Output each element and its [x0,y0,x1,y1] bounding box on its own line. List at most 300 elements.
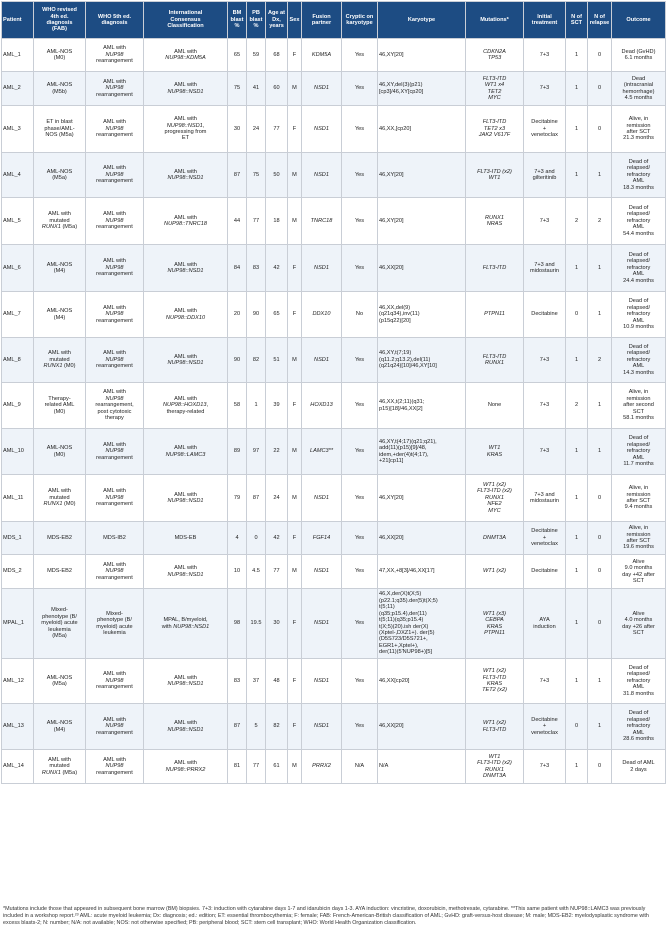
who5-line: phenotype (B/ [97,617,132,624]
cell-karyotype [378,555,466,589]
header-row [2,2,666,39]
who4-line: mutated [49,217,70,224]
sct-value: 1 [574,51,579,58]
relapse-value: 0 [597,125,602,132]
outcome-line: day +26 after [622,623,655,630]
header-line: N of [571,13,582,20]
cryptic-value: Yes [354,125,365,132]
cryptic-value: Yes [354,171,365,178]
cell-sct [566,383,588,429]
pb-value: 37 [252,677,260,684]
age-value: 24 [273,494,280,501]
outcome-line: Dead (GvHD) [621,48,656,55]
outcome-line: Alive, in [628,525,649,532]
cell-fusion [302,153,342,198]
patient-value: AML_4 [3,171,21,178]
cell-sex [288,383,302,429]
header-line: Classification [167,23,204,30]
mutations-line: JAK2 V617F [478,132,511,139]
outcome-line: AML [632,178,645,185]
text-run: RUNX1 [43,501,63,508]
cell-pb [247,153,266,198]
cell-karyotype [378,153,466,198]
who5-line: rearrangement [96,363,133,370]
who5-line: AML with [103,211,126,218]
age-value: 48 [273,677,280,684]
cell-mutations [466,153,524,198]
cryptic-value: Yes [354,217,365,224]
treatment-line: 7+3 and [534,261,555,268]
cell-relapse [588,245,612,292]
pb-value: 41 [252,85,260,92]
fusion-value: NSD1 [314,125,329,132]
outcome-line: Dead [631,75,646,82]
pb-value: 59 [252,51,260,58]
header-age [266,2,288,39]
relapse-value: 1 [597,171,602,178]
cell-fusion [302,383,342,429]
cell-sex [288,153,302,198]
outcome-line: refractory [626,171,651,178]
outcome-line: refractory [626,723,651,730]
cell-icc [144,429,228,475]
cell-treatment [524,555,566,589]
pb-value: 1 [254,402,258,409]
cell-bm [228,153,247,198]
mutations-line: WT1 [488,175,501,181]
cell-pb [247,704,266,750]
outcome-line: 4.5 months [624,94,653,101]
pb-value: 24 [252,125,260,132]
sex-value: F [292,723,297,730]
text-run: , [206,402,209,409]
cell-relapse [588,106,612,153]
age-value: 42 [273,264,280,271]
who4-line: (M5a) [52,175,67,181]
bm-value: 75 [233,85,241,92]
cell-age [266,383,288,429]
cell-sex [288,338,302,383]
cell-treatment [524,659,566,704]
mutations-line: FLT3-ITD (x2) [477,760,512,767]
treatment-line: Decitabine [531,528,558,535]
cell-pb [247,292,266,338]
who4-line: ET in blast [46,119,73,126]
who4-line: mutated [49,356,70,363]
cell-treatment [524,338,566,383]
sex-value: M [292,763,297,770]
cell-treatment [524,106,566,153]
pb-value: 0 [254,534,258,541]
sex-value: M [292,448,297,455]
text-run: NUP98 [105,311,124,318]
header-who4 [34,2,86,39]
sct-value: 0 [574,723,579,730]
text-run: NUP98::PRRX2 [165,766,206,773]
who4-line: Therapy- [48,395,71,402]
who5-line: rearrangement [96,271,133,278]
who4-line: leukemia [48,626,71,633]
who5-line: AML with [103,304,126,311]
cell-mutations [466,555,524,589]
cell-cryptic [342,292,378,338]
cell-bm [228,383,247,429]
karyotype-line: 46,XX,[cp20] [379,125,412,132]
bm-value: 58 [233,402,241,409]
icc-line: AML with [174,491,197,498]
cell-age [266,589,288,659]
cell-sex [288,429,302,475]
bm-value: 79 [233,494,241,501]
sct-value: 2 [574,217,579,224]
icc-line: AML with [174,214,197,221]
sct-value: 1 [574,264,579,271]
cell-treatment [524,72,566,106]
who5-line: AML with [103,350,126,357]
text-run: NUP98 [105,395,124,402]
header-line: WHO 5th ed. [97,13,132,20]
who5-line: rearrangement [96,317,133,324]
who5-line: rearrangement [96,729,133,736]
cell-age [266,338,288,383]
patient-value: AML_9 [3,402,21,409]
icc-line: AML with [174,353,197,360]
text-run: NUP98 [105,264,124,271]
outcome-line: Dead of [628,435,649,442]
cell-patient [2,750,34,784]
karyotype-line: 46,XY[20] [379,494,404,501]
cell-cryptic [342,750,378,784]
cell-fusion [302,198,342,245]
cell-fusion [302,106,342,153]
mutations-line: DNMT3A [483,534,506,541]
mutations-line: WT1 x4 [484,82,505,89]
cell-age [266,153,288,198]
cell-mutations [466,475,524,522]
cell-who4 [34,429,86,475]
outcome-line: AML [632,684,645,691]
outcome-line: 18.3 months [623,184,654,191]
header-bm [228,2,247,39]
text-run: NUP98 [105,51,124,58]
icc-line: therapy-related [166,408,205,415]
cell-icc [144,555,228,589]
cell-relapse [588,292,612,338]
treatment-line: 7+3 [539,51,550,58]
icc-line: AML with [174,82,197,89]
treatment-line: venetoclax [531,541,558,548]
treatment-line: venetoclax [531,729,558,736]
relapse-value: 0 [597,763,602,770]
header-line: Cryptic on [345,13,374,20]
karyotype-line: (q11.2;q13.2),del(11) [379,356,431,363]
outcome-line: Alive, in [628,116,649,123]
who4-line: AML-NOS [46,445,73,452]
icc-line: MPAL, B/myeloid, [163,617,208,624]
table-row [2,153,666,198]
cell-pb [247,750,266,784]
outcome-line: Alive, in [628,485,649,492]
text-run: (M5a) [60,224,78,231]
outcome-line: 58.1 months [623,415,654,422]
cell-karyotype [378,292,466,338]
outcome-line: after SCT [626,498,651,504]
outcome-line: Dead of [628,298,649,305]
header-line: % [253,23,259,30]
who4-line: AML-NOS [46,674,73,681]
cell-who5 [86,704,144,750]
outcome-line: relapsed/ [626,441,650,448]
cryptic-value: Yes [354,723,365,730]
outcome-line: refractory [626,311,651,318]
outcome-line: relapsed/ [626,350,650,357]
cell-patient [2,153,34,198]
age-value: 65 [273,311,280,318]
who5-line: AML with [103,441,126,448]
icc-line [145,624,226,630]
fusion-value: LAMC3** [309,448,333,455]
fusion-value: KDM5A [311,51,332,58]
cryptic-value: Yes [354,51,365,58]
bm-value: 44 [233,217,241,224]
outcome-line: relapsed/ [626,165,650,172]
who4-line: myeloid) acute [41,620,78,627]
who5-line: AML with [103,561,126,568]
cell-cryptic [342,659,378,704]
header-relapse [588,2,612,39]
treatment-line: 7+3 [539,85,550,92]
cell-age [266,475,288,522]
age-value: 68 [273,51,280,58]
karyotype-line: t(X;5)(20).ish der(X) [379,623,429,630]
cell-icc [144,292,228,338]
who4-line: Mixed- [51,607,68,614]
fusion-value: TNRC18 [310,217,333,224]
icc-line: progressing from [164,129,207,135]
cell-bm [228,106,247,153]
treatment-line: + [542,534,547,541]
cell-who4 [34,198,86,245]
outcome-line: after second [623,402,654,409]
header-line: Mutations* [480,16,509,23]
cell-fusion [302,72,342,106]
cell-sct [566,153,588,198]
outcome-line: (intracranial [623,82,654,89]
cell-who4 [34,589,86,659]
treatment-line: midostaurin [530,498,559,504]
text-run: NUP98::NSD1 [167,681,204,687]
cell-outcome [612,106,666,153]
header-line: Fusion [312,13,331,20]
text-run: NUP98 [105,723,124,730]
bm-value: 81 [233,763,241,770]
outcome-line: SCT [632,629,645,636]
mutations-line: PTPN11 [484,311,505,318]
patient-value: MDS_2 [3,568,22,575]
cell-treatment [524,383,566,429]
who5-line: AML with [103,119,126,126]
sex-value: M [292,85,297,92]
karyotype-line: t(5;11) [379,604,395,611]
cell-outcome [612,750,666,784]
icc-line [145,55,226,61]
relapse-value: 1 [597,402,602,409]
who5-line: AML with [103,165,126,172]
cell-cryptic [342,589,378,659]
cell-sex [288,198,302,245]
outcome-line: 31.8 months [623,690,654,697]
text-run: (M0) [62,501,76,508]
cell-pb [247,338,266,383]
mutations-line: FLT3-ITD [482,353,507,360]
cell-sex [288,39,302,72]
cell-who5 [86,522,144,555]
text-run: NUP98 [105,763,124,770]
sct-value: 1 [574,356,579,363]
pb-value: 83 [252,264,260,271]
fusion-value: NSD1 [314,620,329,627]
cell-karyotype [378,475,466,522]
text-run: NUP98::LAMC3 [165,451,206,458]
cell-age [266,429,288,475]
treatment-line: AYA [539,617,550,624]
treatment-line: gilteritinib [532,175,557,181]
relapse-value: 1 [597,448,602,455]
patient-value: AML_1 [3,51,21,58]
karyotype-line: 46,XX,t(2;11)(q31; [379,399,425,406]
cell-fusion [302,522,342,555]
fusion-value: NSD1 [314,677,329,684]
mutations-line: RUNX1 [485,766,504,773]
cell-outcome [612,429,666,475]
outcome-line: 28.6 months [623,736,654,743]
cell-relapse [588,338,612,383]
cell-outcome [612,704,666,750]
treatment-line: 7+3 and [534,491,555,498]
table-row [2,475,666,522]
fusion-value: NSD1 [314,264,329,271]
header-line: Sex [289,16,300,23]
who5-line: AML with [103,716,126,723]
treatment-line: 7+3 [539,217,550,224]
cell-fusion [302,475,342,522]
cell-sct [566,555,588,589]
header-line: International [168,10,203,17]
who5-line: leukemia [103,629,126,636]
text-run: NUP98 [105,85,124,92]
sct-value: 1 [574,620,579,627]
bm-value: 30 [233,125,241,132]
treatment-line: + [542,723,547,730]
cell-patient [2,555,34,589]
treatment-line: Decitabine [531,716,558,723]
table-row [2,39,666,72]
header-line: N of [594,13,605,20]
cell-who4 [34,750,86,784]
who4-line: AML with [48,756,71,763]
mutations-line: TET2 [487,88,502,95]
who5-line: AML with [103,671,126,678]
text-run: RUNX1 [43,363,63,370]
cell-relapse [588,383,612,429]
who4-line: (M0) [53,451,66,458]
header-outcome [612,2,666,39]
outcome-line: 19.6 months [623,544,654,551]
icc-line: AML with [174,720,197,727]
cell-sex [288,475,302,522]
cell-sct [566,429,588,475]
outcome-line: 4.0 months [624,617,653,624]
cell-mutations [466,522,524,555]
cell-karyotype [378,750,466,784]
cell-cryptic [342,106,378,153]
cell-karyotype [378,383,466,429]
cell-relapse [588,589,612,659]
fusion-value: NSD1 [314,568,329,575]
relapse-value: 0 [597,620,602,627]
age-value: 39 [273,402,280,409]
header-line: relapse [589,20,610,26]
cryptic-value: Yes [354,356,365,363]
cell-karyotype [378,72,466,106]
cell-bm [228,292,247,338]
cell-cryptic [342,72,378,106]
treatment-line: Decitabine [531,311,558,318]
who5-line: rearrangement [96,91,133,98]
cell-bm [228,704,247,750]
cell-pb [247,522,266,555]
mutations-line: WT1 (x2) [483,481,506,488]
sct-value: 0 [574,311,579,318]
cell-outcome [612,555,666,589]
cell-sct [566,292,588,338]
cell-icc [144,750,228,784]
karyotype-line: 46,XY[20] [379,171,404,178]
icc-line [145,498,226,504]
who4-line: NOS (M5a) [45,132,74,139]
text-run: NUP98::NSD1 [167,571,204,578]
pb-value: 19.5 [250,620,262,627]
cell-who5 [86,245,144,292]
who5-line: rearrangement [96,769,133,776]
header-line: BM [232,10,242,17]
karyotype-line: 46,XY[20] [379,217,404,224]
cell-who5 [86,659,144,704]
outcome-line: 10.9 months [623,324,654,331]
patient-value: AML_6 [3,264,21,271]
outcome-line: 2 days [630,766,647,773]
header-icc [144,2,228,39]
text-run: RUNX1 [41,769,61,776]
karyotype-line: (p22.1;q35).der(5)t(X;5) [379,597,438,604]
outcome-line: SCT [632,408,645,415]
table-row [2,555,666,589]
outcome-line: Dead of [628,343,649,350]
mutations-line: FLT3-ITD [482,75,507,82]
icc-line: AML with [174,445,197,452]
mutations-line: DNMT3A [483,772,506,779]
age-value: 60 [273,85,280,92]
cryptic-value: Yes [354,494,365,501]
mutations-line: TET2 (x2) [482,687,507,694]
treatment-line: + [542,125,547,132]
patient-value: AML_10 [3,448,24,455]
mutations-line: None [487,402,502,409]
treatment-line: Decitabine [531,119,558,126]
who4-line [35,770,84,776]
header-line: Age at [267,10,286,17]
cell-age [266,39,288,72]
